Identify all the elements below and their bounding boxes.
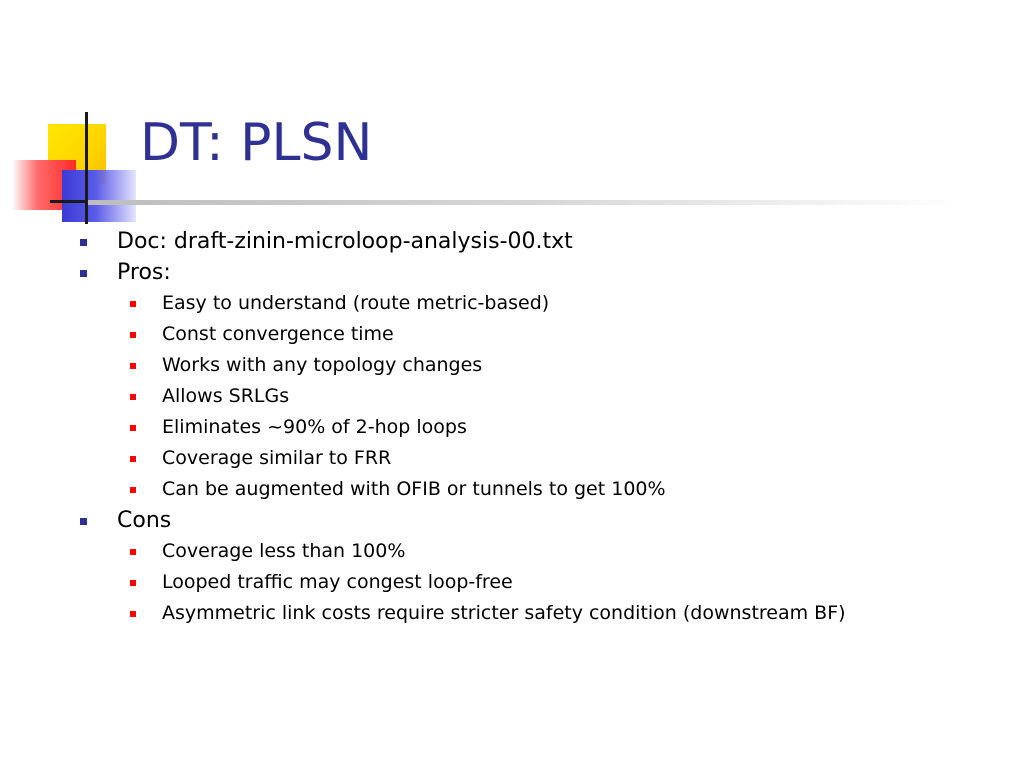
square-bullet-icon bbox=[80, 270, 87, 277]
sub-bullet-text: Can be augmented with OFIB or tunnels to get 100% bbox=[162, 478, 666, 500]
red-square-bullet-icon bbox=[130, 425, 136, 431]
vertical-rule bbox=[85, 112, 88, 224]
bullet-list bbox=[0, 226, 1024, 629]
sub-bullet-item bbox=[0, 319, 1024, 350]
square-bullet-icon bbox=[80, 239, 87, 246]
sub-bullet-item bbox=[0, 381, 1024, 412]
bullet-text: Cons bbox=[117, 508, 172, 533]
sub-bullet-item bbox=[0, 598, 1024, 629]
red-square-bullet-icon bbox=[130, 394, 136, 400]
sub-bullet-item bbox=[0, 443, 1024, 474]
bullet-item-pros bbox=[0, 257, 1024, 288]
red-square-bullet-icon bbox=[130, 363, 136, 369]
red-square-bullet-icon bbox=[130, 549, 136, 555]
sub-bullet-text: Coverage similar to FRR bbox=[162, 447, 392, 469]
bullet-item-cons bbox=[0, 505, 1024, 536]
sub-bullet-item bbox=[0, 567, 1024, 598]
sub-bullet-text: Eliminates ~90% of 2-hop loops bbox=[162, 416, 467, 438]
sub-bullet-text: Easy to understand (route metric-based) bbox=[162, 292, 550, 314]
sub-bullet-text: Asymmetric link costs require stricter safety condition (downstream BF) bbox=[162, 602, 846, 624]
sub-bullet-text: Allows SRLGs bbox=[162, 385, 290, 407]
slide-logo-decoration bbox=[0, 0, 160, 230]
red-square-bullet-icon bbox=[130, 580, 136, 586]
red-square-bullet-icon bbox=[130, 611, 136, 617]
bullet-item-doc bbox=[0, 226, 1024, 257]
red-square-bullet-icon bbox=[130, 332, 136, 338]
blue-square bbox=[62, 170, 136, 222]
sub-bullet-item bbox=[0, 536, 1024, 567]
square-bullet-icon bbox=[80, 518, 87, 525]
red-square-bullet-icon bbox=[130, 301, 136, 307]
slide-title: DT: PLSN bbox=[140, 113, 373, 173]
sub-bullet-item bbox=[0, 350, 1024, 381]
sub-bullet-item bbox=[0, 412, 1024, 443]
title-underline bbox=[88, 200, 968, 205]
sub-bullet-text: Coverage less than 100% bbox=[162, 540, 406, 562]
red-square-bullet-icon bbox=[130, 456, 136, 462]
bullet-text: Pros: bbox=[117, 260, 171, 285]
sub-bullet-item bbox=[0, 474, 1024, 505]
sub-bullet-text: Works with any topology changes bbox=[162, 354, 483, 376]
sub-bullet-item bbox=[0, 288, 1024, 319]
sub-bullet-text: Looped traffic may congest loop-free bbox=[162, 571, 513, 593]
red-square-bullet-icon bbox=[130, 487, 136, 493]
sub-bullet-text: Const convergence time bbox=[162, 323, 394, 345]
bullet-text: Doc: draft-zinin-microloop-analysis-00.txt bbox=[117, 229, 573, 254]
slide-body bbox=[0, 226, 1024, 629]
